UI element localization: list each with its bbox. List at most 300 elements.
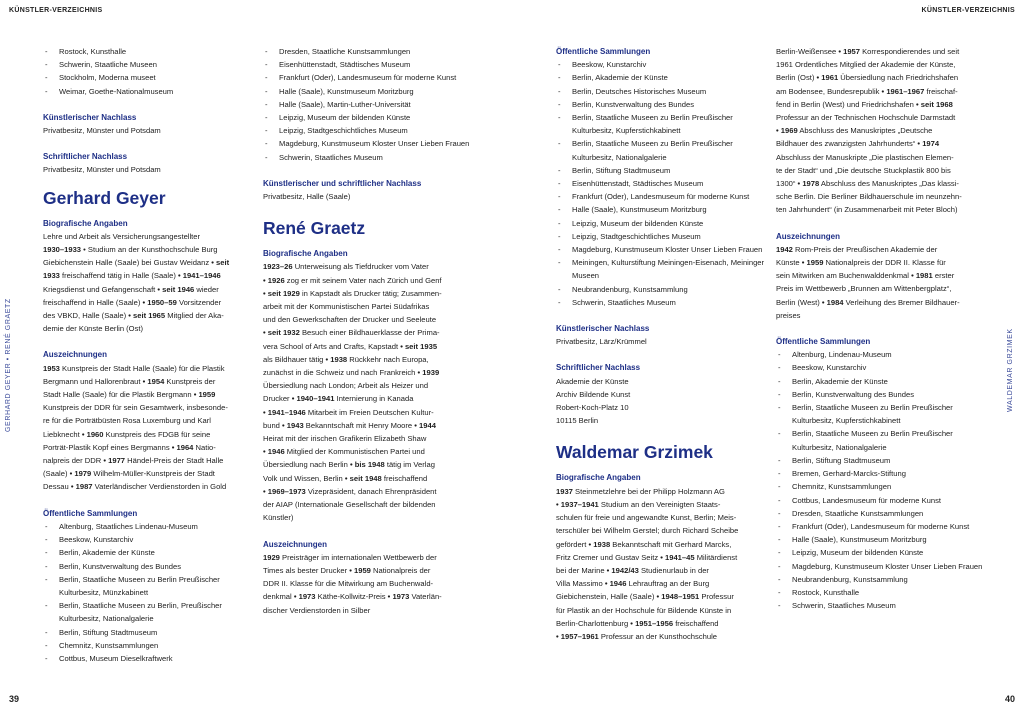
bold-text: • 1950–59 xyxy=(142,297,177,307)
text-line xyxy=(43,467,253,480)
bold-text: • 1974 xyxy=(917,139,940,149)
text-segment: Villa Massimo xyxy=(556,579,605,589)
text-segment: sche Berlin. Die Berliner Bildhauerschule im neunzehn- xyxy=(776,192,962,202)
bold-text: • seit 1935 xyxy=(400,341,438,351)
artist-name: René Graetz xyxy=(263,218,366,239)
text-segment: demie der Künste Berlin (Ost) xyxy=(43,324,144,334)
text-segment: sein Mitwirken am Buchenwalddenkmal xyxy=(776,271,912,281)
list-item: - Dresden, Staatliche Kunstsammlungen xyxy=(776,507,991,520)
list-item: - Altenburg, Staatliches Lindenau-Museum xyxy=(43,520,253,533)
text-segment: discher Verdienstorden in Silber xyxy=(263,605,371,615)
paragraph: Privatbesitz, Münster und Potsdam xyxy=(43,165,161,175)
list-item: - Berlin, Akademie der Künste xyxy=(776,375,991,388)
text-line xyxy=(263,604,478,617)
text-segment: 1300“ xyxy=(776,179,798,189)
text-line xyxy=(43,480,253,493)
text-segment: Lehre und Arbeit als Versicherungsangestellter xyxy=(43,231,201,241)
text-line xyxy=(776,309,991,322)
artist-name: Waldemar Grzimek xyxy=(556,442,713,463)
text-segment: freischaffend in Halle (Saale) xyxy=(43,297,143,307)
text-line xyxy=(263,406,478,419)
side-label-left: GERHARD GEYER • RENÉ GRAETZ xyxy=(5,298,12,432)
awards-text xyxy=(776,243,991,322)
text-segment: Kunstpreis der Stadt Halle (Saale) für die Plastik xyxy=(59,363,225,373)
text-segment: wieder xyxy=(194,284,219,294)
paragraph: Privatbesitz, Halle (Saale) xyxy=(263,192,351,202)
text-line xyxy=(776,45,991,58)
bold-text: • 1973 xyxy=(293,592,316,602)
list-item: - Berlin, Akademie der Künste xyxy=(556,71,766,84)
text-line xyxy=(263,379,478,392)
list-item: - Weimar, Goethe-Nationalmuseum xyxy=(43,85,253,98)
text-line xyxy=(43,388,253,401)
text-line xyxy=(263,498,478,511)
list-item: - Leipzig, Museum der bildenden Künste xyxy=(776,546,991,559)
text-line xyxy=(776,124,991,137)
text-segment: Liebknecht xyxy=(43,429,82,439)
bold-text: • 1941–45 xyxy=(660,552,695,562)
collections-list-cont xyxy=(43,45,253,98)
page-number-left: 39 xyxy=(9,694,20,704)
text-line xyxy=(556,590,766,603)
text-line xyxy=(263,392,478,405)
section-title: Biografische Angaben xyxy=(43,218,128,228)
bold-text: • 1944 xyxy=(414,420,436,430)
list-item: - Halle (Saale), Kunstmuseum Moritzburg xyxy=(263,85,478,98)
bold-text: • seit 1948 xyxy=(344,473,382,483)
list-item: - Leipzig, Museum der bildenden Künste xyxy=(263,111,478,124)
text-line xyxy=(43,309,253,322)
biography-text xyxy=(43,230,253,336)
text-line xyxy=(43,362,253,375)
text-segment: Vizepräsident, danach Ehrenpräsident xyxy=(305,486,437,496)
text-segment: zunächst in die Schweiz und nach Frankreich xyxy=(263,368,418,378)
text-segment: Vorsitzender xyxy=(176,297,222,307)
text-segment: und den Gewerkschaften der Drucker und Seeleute xyxy=(263,315,437,325)
list-item: - Leipzig, Museum der bildenden Künste xyxy=(556,217,766,230)
text-line xyxy=(556,524,766,537)
text-segment: Volk und Wissen, Berlin xyxy=(263,473,345,483)
text-segment: Nationalpreis der xyxy=(370,565,431,575)
list-item: - Eisenhüttenstadt, Städtisches Museum xyxy=(556,177,766,190)
text-line xyxy=(776,151,991,164)
collections-list xyxy=(43,520,253,665)
text-line xyxy=(263,419,478,432)
text-line xyxy=(263,485,478,498)
running-header-left: KÜNSTLER-VERZEICHNIS xyxy=(9,7,103,14)
text-segment: Vaterländischer Verdienstorden in Gold xyxy=(92,482,227,492)
text-line xyxy=(43,428,253,441)
bold-text: • 1946 xyxy=(263,447,285,457)
text-line: Archiv Bildende Kunst xyxy=(556,389,631,399)
collections-list xyxy=(556,58,766,309)
bold-text: • 1941–1946 xyxy=(177,271,221,281)
text-segment: Studienurlaub in der xyxy=(638,565,709,575)
text-line xyxy=(776,85,991,98)
list-item: - Berlin, Staatliche Museen zu Berlin Preußischer Kulturbesitz, Münzkabinett xyxy=(43,573,253,599)
text-segment: Abschluss des Manuskriptes „Das klassi- xyxy=(819,179,959,189)
text-segment: Abschluss des Manuskriptes „Deutsche xyxy=(797,126,933,136)
list-item: - Beeskow, Kunstarchiv xyxy=(776,361,991,374)
text-segment: Times als bester Drucker xyxy=(263,565,350,575)
text-segment: für Plastik an der Hochschule für Bildende Künste in xyxy=(556,605,732,615)
text-segment: denkmal xyxy=(263,592,294,602)
text-segment: Wilhelm-Müller-Kunstpreis der Stadt xyxy=(91,469,215,479)
bold-text: • 1946 xyxy=(604,579,627,589)
text-segment: Übersiedlung nach Berlin xyxy=(263,460,350,470)
bold-text: • seit 1968 xyxy=(916,99,953,109)
text-line xyxy=(43,401,253,414)
bold-text: • 1959 xyxy=(193,390,216,400)
text-segment: Abschluss der Manuskripte „Die plastischen Elemen- xyxy=(776,152,954,162)
list-item: - Berlin, Akademie der Künste xyxy=(43,546,253,559)
list-item: - Magdeburg, Kunstmuseum Kloster Unser Lieben Frauen xyxy=(263,137,478,150)
collections-list-cont xyxy=(263,45,478,164)
text-segment: Mitarbeit im Freien Deutschen Kultur- xyxy=(305,407,434,417)
bold-text: • seit 1932 xyxy=(263,328,300,338)
column-2 xyxy=(263,45,478,617)
text-line xyxy=(43,256,253,269)
text-line: 10115 Berlin xyxy=(556,416,599,426)
bold-text: • 1969–1973 xyxy=(263,486,306,496)
column-1 xyxy=(43,45,253,665)
text-line xyxy=(556,630,766,643)
list-item: - Magdeburg, Kunstmuseum Kloster Unser Lieben Frauen xyxy=(776,560,991,573)
bold-text: • 1943 xyxy=(282,420,304,430)
text-segment: freischaf- xyxy=(924,86,958,96)
bold-text: • 1948–1951 xyxy=(656,592,700,602)
bold-text: • seit 1965 xyxy=(128,311,166,321)
section-title: Öffentliche Sammlungen xyxy=(776,337,871,347)
text-line xyxy=(263,590,478,603)
bold-text: • 1951–1956 xyxy=(630,618,674,628)
text-segment: Preis im Wettbewerb „Brunnen am Wittenbergplatz“, xyxy=(776,284,952,294)
page-number-right: 40 xyxy=(1004,694,1015,704)
list-item: - Halle (Saale), Kunstmuseum Moritzburg xyxy=(556,203,766,216)
bold-text: • seit 1946 xyxy=(157,284,195,294)
bold-text: • seit xyxy=(211,258,230,268)
text-segment: Käthe-Kollwitz-Preis xyxy=(315,592,388,602)
archive-address xyxy=(556,375,766,428)
text-line xyxy=(263,472,478,485)
list-item: - Berlin, Staatliche Museen zu Berlin Preußischer Kulturbesitz, Kupferstichkabinett xyxy=(556,111,766,137)
text-segment: Berlin-Charlottenburg xyxy=(556,618,631,628)
text-line xyxy=(43,230,253,243)
text-line xyxy=(776,71,991,84)
bold-text: • 1959 xyxy=(801,258,824,268)
bold-text: • 1938 xyxy=(325,354,348,364)
text-line xyxy=(776,111,991,124)
list-item: - Neubrandenburg, Kunstsammlung xyxy=(556,283,766,296)
text-segment: Studium an den Vereinigten Staats- xyxy=(598,499,721,509)
text-line xyxy=(263,366,478,379)
text-segment: Nationalpreis der DDR II. Klasse für xyxy=(823,258,946,268)
paragraph: Privatbesitz, Lärz/Krümmel xyxy=(556,337,647,347)
bold-text: 1929 xyxy=(263,552,280,562)
bold-text: • 1940–1941 xyxy=(291,394,335,404)
collections-list xyxy=(776,348,991,612)
text-segment: preises xyxy=(776,310,801,320)
list-item: - Berlin, Stiftung Stadtmuseum xyxy=(776,454,991,467)
list-item: - Berlin, Staatliche Museen zu Berlin, Preußischer Kulturbesitz, Nationalgalerie xyxy=(43,599,253,625)
paragraph: Privatbesitz, Münster und Potsdam xyxy=(43,126,161,136)
list-item: - Cottbus, Landesmuseum für moderne Kunst xyxy=(776,494,991,507)
text-segment: Steinmetzlehre bei der Philipp Holzmann AG xyxy=(572,486,725,496)
text-segment: Übersiedlung nach London; Arbeit als Heizer und xyxy=(263,381,429,391)
list-item: - Berlin, Stiftung Stadtmuseum xyxy=(556,164,766,177)
awards-text xyxy=(43,362,253,494)
text-segment: Kriegsdienst und Gefangenschaft xyxy=(43,284,158,294)
text-segment: erster xyxy=(932,271,955,281)
text-segment: Berlin (Ost) xyxy=(776,73,817,83)
text-line xyxy=(776,243,991,256)
list-item: - Frankfurt (Oder), Landesmuseum für moderne Kunst xyxy=(776,520,991,533)
text-segment: Lehrauftrag an der Burg xyxy=(626,579,710,589)
bold-text: • 1969 xyxy=(776,126,798,136)
list-item: - Schwerin, Staatliches Museum xyxy=(556,296,766,309)
text-segment: terschüler bei Wilhelm Gerstel; durch Richard Scheibe xyxy=(556,526,739,536)
text-line xyxy=(43,243,253,256)
bold-text: 1953 xyxy=(43,363,60,373)
section-title: Biografische Angaben xyxy=(263,249,348,259)
bold-text: • 1961 xyxy=(816,73,839,83)
list-item: - Schwerin, Staatliches Museum xyxy=(776,599,991,612)
list-item: - Meiningen, Kulturstiftung Meiningen-Eisenach, Meininger Museen xyxy=(556,256,766,282)
text-line xyxy=(776,177,991,190)
bold-text: • 1926 xyxy=(263,275,285,285)
text-segment: des VBKD, Halle (Saale) xyxy=(43,311,129,321)
list-item: - Berlin, Staatliche Museen zu Berlin Preußischer Kulturbesitz, Nationalgalerie xyxy=(776,427,991,453)
text-segment: Preisträger im internationalen Wettbewerb der xyxy=(279,552,437,562)
bold-text: 1942 xyxy=(776,244,793,254)
text-line xyxy=(776,296,991,309)
text-line xyxy=(263,260,478,273)
column-3 xyxy=(556,45,766,643)
section-title: Schriftlicher Nachlass xyxy=(556,363,641,373)
list-item: - Berlin, Kunstverwaltung des Bundes xyxy=(556,98,766,111)
text-segment: Professur xyxy=(699,592,734,602)
text-segment: Kunstpreis der xyxy=(164,376,216,386)
list-item: - Frankfurt (Oder), Landesmuseum für moderne Kunst xyxy=(556,190,766,203)
text-line xyxy=(43,454,253,467)
text-segment: Bergmann und Hallorenbraut xyxy=(43,376,143,386)
section-title: Biografische Angaben xyxy=(556,473,641,483)
section-title: Künstlerischer Nachlass xyxy=(43,112,137,122)
section-title: Künstlerischer und schriftlicher Nachlass xyxy=(263,178,422,188)
list-item: - Stockholm, Moderna museet xyxy=(43,71,253,84)
text-segment: te der Stadt“ und „Die deutsche Stuckplastik 800 bis xyxy=(776,165,951,175)
text-line xyxy=(263,432,478,445)
text-segment: Bekanntschaft mit Henry Moore xyxy=(303,420,415,430)
text-segment: Berlin-Weißensee xyxy=(776,47,839,56)
text-line xyxy=(556,538,766,551)
text-line xyxy=(43,414,253,427)
text-line xyxy=(263,274,478,287)
text-segment: gefördert xyxy=(556,539,589,549)
text-segment: Dessau xyxy=(43,482,71,492)
text-line: Akademie der Künste xyxy=(556,376,629,386)
text-line xyxy=(556,604,766,617)
text-segment: vera School of Arts and Crafts, Kapstadt xyxy=(263,341,401,351)
text-segment: Kunstpreis der DDR für sein Gesamtwerk, insbesonde- xyxy=(43,403,228,413)
biography-text xyxy=(263,260,478,524)
list-item: - Berlin, Stiftung Stadtmuseum xyxy=(43,626,253,639)
text-segment: als Bildhauer tätig xyxy=(263,354,326,364)
list-item: - Berlin, Kunstverwaltung des Bundes xyxy=(776,388,991,401)
bold-text: • 1978 xyxy=(797,179,820,189)
bold-text: • 1957 xyxy=(838,47,860,56)
text-segment: Vaterlän- xyxy=(409,592,442,602)
text-segment: arbeit mit der Kommunistischen Partei Südafrikas xyxy=(263,302,430,312)
text-segment: Bildhauer des zwanzigsten Jahrhunderts“ xyxy=(776,139,918,149)
text-line xyxy=(263,313,478,326)
biography-text xyxy=(556,485,766,643)
text-line xyxy=(263,340,478,353)
text-segment: Drucker xyxy=(263,394,292,404)
text-segment: Besuch einer Bildhauerklasse der Prima- xyxy=(299,328,440,338)
text-line xyxy=(263,353,478,366)
text-segment: schulen für freie und angewandte Kunst, Berlin; Meis- xyxy=(556,513,737,523)
list-item: - Altenburg, Lindenau-Museum xyxy=(776,348,991,361)
text-line xyxy=(43,269,253,282)
bold-text: • 1954 xyxy=(142,376,165,386)
text-segment: Stadt Halle (Saale) für die Plastik Bergmann xyxy=(43,390,194,400)
bold-text: • 1964 xyxy=(171,442,194,452)
list-item: - Magdeburg, Kunstmuseum Kloster Unser Lieben Frauen xyxy=(556,243,766,256)
text-segment: Korrespondierendes und seit xyxy=(860,47,960,56)
text-line xyxy=(556,485,766,498)
text-segment: in Kapstadt als Drucker tätig; Zusammen- xyxy=(299,288,442,298)
text-line xyxy=(43,322,253,335)
text-segment: Verleihung des Bremer Bildhauer- xyxy=(843,297,960,307)
text-line xyxy=(556,551,766,564)
text-segment: ten Jahrhundert“ (in Zusammenarbeit mit Peter Bloch) xyxy=(776,205,958,215)
list-item: - Rostock, Kunsthalle xyxy=(43,45,253,58)
text-line xyxy=(776,203,991,216)
text-segment: freischaffend tätig in Halle (Saale) xyxy=(59,271,178,281)
text-line xyxy=(263,577,478,590)
list-item: - Leipzig, Stadtgeschichtliches Museum xyxy=(263,124,478,137)
text-segment: Heirat mit der irischen Grafikerin Elizabeth Shaw xyxy=(263,434,427,444)
bold-text: • 1942/43 xyxy=(606,565,639,575)
list-item: - Cottbus, Museum Dieselkraftwerk xyxy=(43,652,253,665)
text-segment: bund xyxy=(263,420,283,430)
side-label-right: WALDEMAR GRZIMEK xyxy=(1007,328,1014,412)
bold-text: • 1939 xyxy=(417,368,440,378)
text-line xyxy=(556,511,766,524)
text-line xyxy=(776,269,991,282)
text-line xyxy=(776,137,991,150)
text-segment: Internierung in Kanada xyxy=(334,394,414,404)
text-line xyxy=(556,577,766,590)
bold-text: • 1977 xyxy=(103,456,126,466)
text-segment: Professur an der Technischen Hochschule Darmstadt xyxy=(776,113,956,123)
text-line xyxy=(263,287,478,300)
text-segment: Berlin (West) xyxy=(776,297,822,307)
text-segment: am Bodensee, Bundesrepublik xyxy=(776,86,882,96)
text-line xyxy=(776,256,991,269)
text-segment: Giebichenstein Halle (Saale) bei Gustav Weidanz xyxy=(43,258,212,268)
text-line xyxy=(556,498,766,511)
bold-text: • 1961–1967 xyxy=(881,86,925,96)
awards-text xyxy=(263,551,478,617)
text-line xyxy=(263,564,478,577)
text-segment: nalpreis der DDR xyxy=(43,456,104,466)
section-title: Öffentliche Sammlungen xyxy=(43,508,138,518)
text-line xyxy=(776,98,991,111)
text-segment: DDR II. Klasse für die Mitwirkung am Buchenwald- xyxy=(263,579,434,589)
text-segment: Mitglied der Aka- xyxy=(165,311,224,321)
text-line xyxy=(263,300,478,313)
text-segment: Übersiedlung nach Friedrichshafen xyxy=(838,73,959,83)
text-segment: Unterweisung als Tiefdrucker vom Vater xyxy=(292,262,429,272)
text-segment: Fritz Cremer und Gustav Seitz xyxy=(556,552,661,562)
text-segment: Bekanntschaft mit Gerhard Marcks, xyxy=(610,539,732,549)
bold-text: • 1938 xyxy=(588,539,611,549)
bold-text: • 1984 xyxy=(821,297,844,307)
section-title: Schriftlicher Nachlass xyxy=(43,152,128,162)
list-item: - Halle (Saale), Kunstmuseum Moritzburg xyxy=(776,533,991,546)
text-segment: Rückkehr nach Europa, xyxy=(347,354,429,364)
text-segment: Mitglied der Kommunistischen Partei und xyxy=(284,447,425,457)
text-line xyxy=(776,58,991,71)
text-segment: bei der Marine xyxy=(556,565,607,575)
list-item: - Schwerin, Staatliches Museum xyxy=(263,151,478,164)
list-item: - Chemnitz, Kunstsammlungen xyxy=(43,639,253,652)
text-segment: freischaffend xyxy=(381,473,428,483)
text-line xyxy=(263,458,478,471)
bold-text: 1937 xyxy=(556,486,573,496)
text-segment: Natio- xyxy=(193,442,216,452)
bold-text: • 1960 xyxy=(81,429,104,439)
text-segment: Rom-Preis der Preußischen Akademie der xyxy=(792,244,938,254)
text-segment: Professur an der Kunsthochschule xyxy=(598,631,717,641)
text-line xyxy=(263,445,478,458)
bold-text: • seit 1929 xyxy=(263,288,300,298)
text-segment: Künste xyxy=(776,258,802,268)
text-segment: Kunstpreis des FDGB für seine xyxy=(103,429,211,439)
text-segment: (Saale) xyxy=(43,469,70,479)
list-item: - Berlin, Kunstverwaltung des Bundes xyxy=(43,560,253,573)
text-line xyxy=(776,282,991,295)
text-line xyxy=(263,326,478,339)
text-line xyxy=(43,375,253,388)
text-segment: tätig im Verlag xyxy=(384,460,435,470)
text-line xyxy=(776,164,991,177)
bold-text: • 1959 xyxy=(349,565,371,575)
list-item: - Leipzig, Stadtgeschichtliches Museum xyxy=(556,230,766,243)
section-title: Künstlerischer Nachlass xyxy=(556,324,650,334)
list-item: - Berlin, Deutsches Historisches Museum xyxy=(556,85,766,98)
section-title: Auszeichnungen xyxy=(43,350,108,360)
text-line xyxy=(43,296,253,309)
bold-text: 1933 xyxy=(43,271,60,281)
section-title: Auszeichnungen xyxy=(263,539,328,549)
list-item: - Bremen, Gerhard-Marcks-Stiftung xyxy=(776,467,991,480)
column-4 xyxy=(776,45,991,612)
bold-text: • 1981 xyxy=(911,271,933,281)
list-item: - Eisenhüttenstadt, Städtisches Museum xyxy=(263,58,478,71)
list-item: - Rostock, Kunsthalle xyxy=(776,586,991,599)
text-line: Robert-Koch-Platz 10 xyxy=(556,403,629,413)
list-item: - Berlin, Staatliche Museen zu Berlin Preußischer Kulturbesitz, Nationalgalerie xyxy=(556,137,766,163)
biography-text-cont xyxy=(776,45,991,217)
bold-text: 1930–1933 xyxy=(43,245,82,255)
text-line xyxy=(263,551,478,564)
text-segment: Porträt-Plastik Kopf eines Bergmanns xyxy=(43,442,172,452)
text-segment: Giebichenstein, Halle (Saale) xyxy=(556,592,657,602)
bold-text: • 1973 xyxy=(387,592,410,602)
